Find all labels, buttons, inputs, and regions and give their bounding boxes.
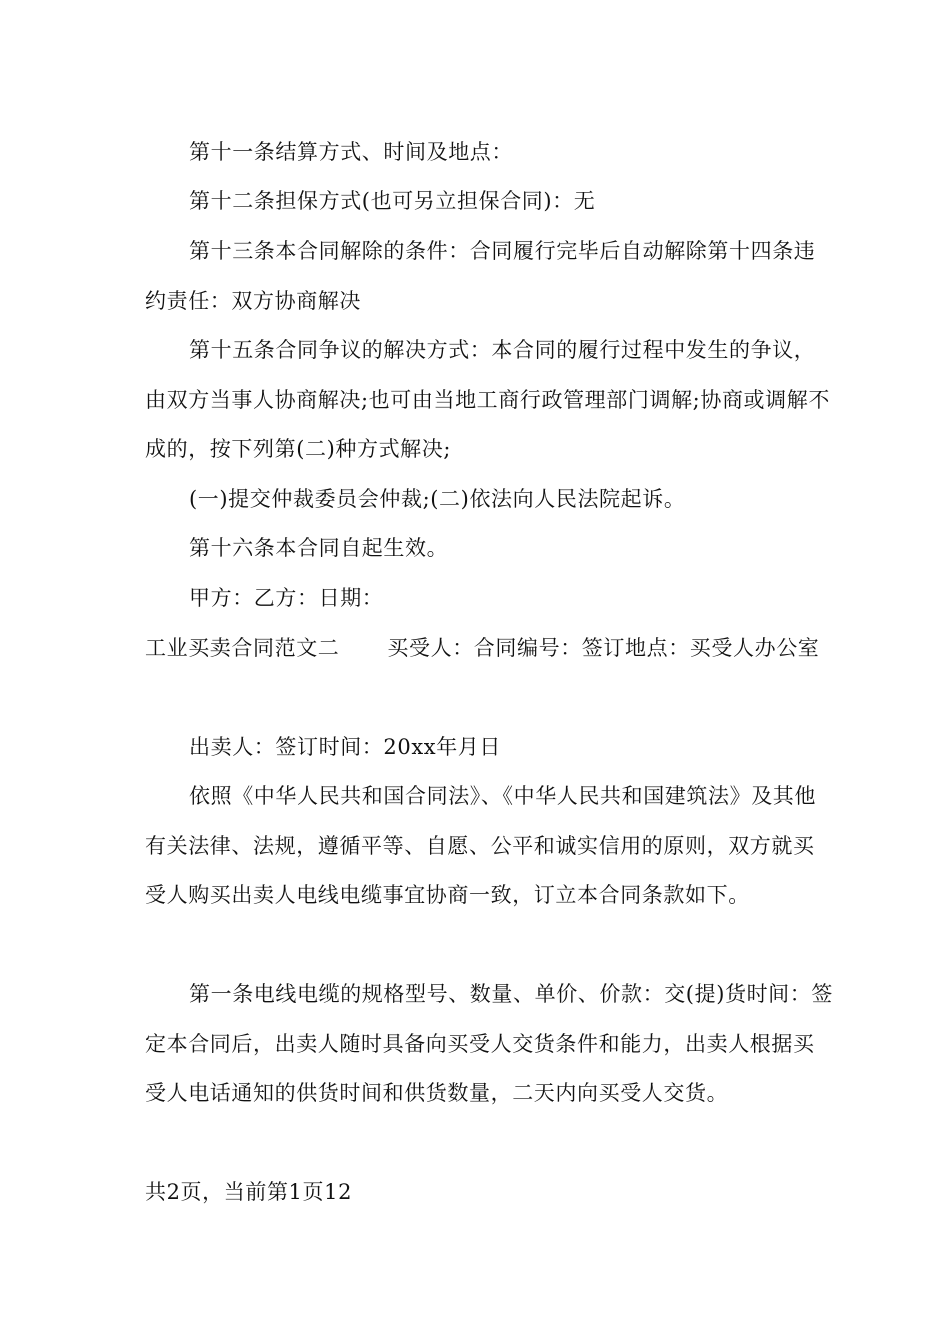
- clause-1: 第一条电线电缆的规格型号、数量、单价、价款：交(提)货时间：签定本合同后，出卖人随时具备向买受人交货条件和能力，出卖人根据买受人电话通知的供货时间和供货数量，二天内向买受人交货。: [145, 982, 833, 1105]
- clause-15: 第十五条合同争议的解决方式：本合同的履行过程中发生的争议，由双方当事人协商解决;也可由当地工商行政管理部门调解;协商或调解不成的，按下列第(二)种方式解决;: [145, 338, 830, 461]
- clause-12: 第十二条担保方式(也可另立担保合同)：无: [189, 189, 596, 213]
- preamble: 依照《中华人民共和国合同法》、《中华人民共和国建筑法》及其他有关法律、法规，遵循平等、自愿、公平和诚实信用的原则，双方就买受人购买出卖人电线电缆事宜协商一致，订立本合同条款如下。: [145, 784, 816, 907]
- clause-13-14: 第十三条本合同解除的条件：合同履行完毕后自动解除第十四条违约责任：双方协商解决: [145, 239, 816, 313]
- clause-16: 第十六条本合同自起生效。: [189, 536, 449, 560]
- page-footer: 共2页，当前第1页12: [145, 1180, 353, 1204]
- dispute-options: (一)提交仲裁委员会仲裁;(二)依法向人民法院起诉。: [189, 487, 686, 511]
- clause-11: 第十一条结算方式、时间及地点：: [189, 140, 513, 164]
- signature-line: 甲方：乙方：日期：: [189, 586, 384, 610]
- seller-info: 出卖人：签订时间：20xx年月日: [189, 735, 502, 759]
- contract-title: 工业买卖合同范文二: [145, 636, 340, 660]
- contract-header: [145, 624, 835, 674]
- buyer-info: 买受人：合同编号：签订地点：买受人办公室: [387, 636, 820, 660]
